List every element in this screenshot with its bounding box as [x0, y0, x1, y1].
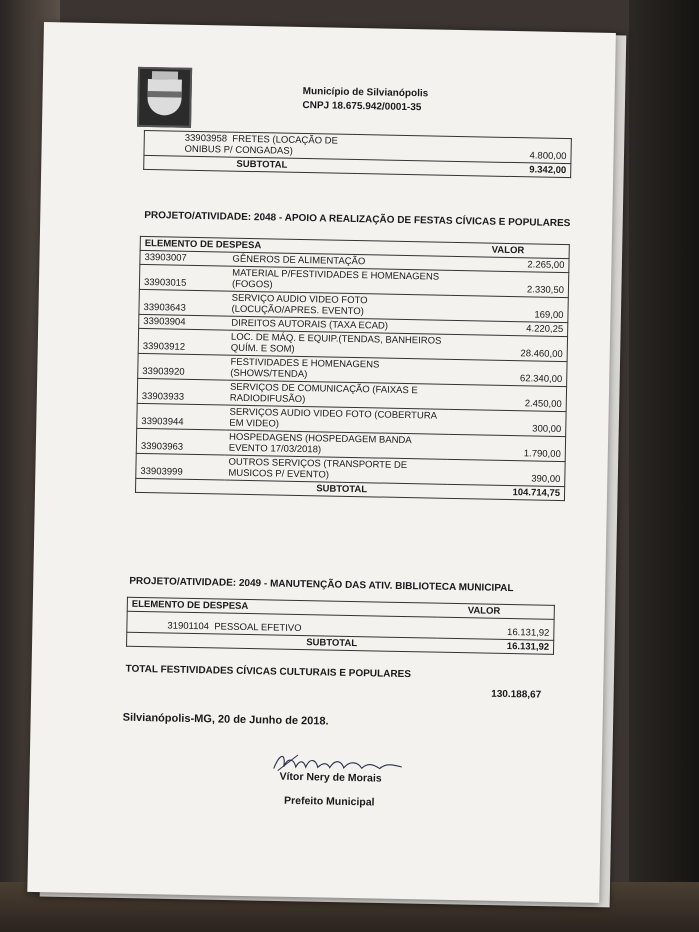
expense-value: 4.800,00 — [357, 135, 571, 164]
column-header-valor: VALOR — [438, 603, 555, 619]
expense-code: 33903007 — [140, 250, 229, 266]
expense-code: 33903999 — [136, 453, 225, 480]
expense-value: 2.450,00 — [449, 384, 567, 411]
expense-code: 33903912 — [138, 328, 227, 355]
expense-code: 33903933 — [137, 378, 226, 405]
expense-value: 62.340,00 — [449, 359, 567, 386]
expense-description: GÊNEROS DE ALIMENTAÇÃO — [228, 252, 451, 270]
cnpj: CNPJ 18.675.942/0001-35 — [302, 99, 422, 114]
document-page — [27, 22, 616, 903]
expense-description: PESSOAL EFETIVO — [214, 621, 302, 635]
expense-table-2049 — [126, 597, 555, 655]
municipality-name: Município de Silvianópolis — [302, 85, 429, 100]
expense-description: HOSPEDAGENS (HOSPEDAGEM BANDA EVENTO 17/03/2018) — [225, 430, 448, 459]
expense-code: 33903904 — [139, 314, 228, 330]
column-header-valor: VALOR — [452, 242, 570, 258]
document-header — [302, 85, 428, 115]
expense-description: DIREITOS AUTORAIS (TAXA ECAD) — [227, 316, 450, 334]
column-header-elemento: ELEMENTO DE DESPESA — [140, 236, 452, 256]
expense-code: 33903958 — [184, 132, 228, 145]
expense-description: FRETES (LOCAÇÃO DE ONIBUS P/ CONGADAS) — [184, 133, 339, 157]
grand-total-value: 130.188,67 — [491, 688, 542, 701]
expense-table-2048 — [135, 236, 570, 501]
expense-code: 33903015 — [139, 264, 228, 291]
expense-description: SERVIÇOS DE COMUNICAÇÃO (FAIXAS E RADIODIFUSÃO) — [226, 380, 449, 409]
expense-value: 16.131,92 — [437, 617, 554, 640]
expense-code: 33903944 — [137, 403, 226, 430]
subtotal-value: 9.342,00 — [357, 160, 571, 178]
expense-value: 2.330,50 — [451, 270, 569, 297]
expense-value: 2.265,00 — [451, 256, 569, 272]
expense-description: FESTIVIDADES E HOMENAGENS (SHOWS/TENDA) — [226, 355, 449, 384]
expense-value: 28.460,00 — [450, 334, 568, 361]
section-2049-title: PROJETO/ATIVIDADE: 2049 - MANUTENÇÃO DAS ATIV. BIBLIOTECA MUNICIPAL — [129, 575, 514, 595]
previous-expense-table — [143, 130, 572, 178]
subtotal-label: SUBTOTAL — [144, 155, 358, 173]
expense-code: 33903920 — [138, 353, 227, 380]
expense-description: MATERIAL P/FESTIVIDADES E HOMENAGENS (FOGOS) — [228, 266, 451, 295]
section-2048-title: PROJETO/ATIVIDADE: 2048 - APOIO A REALIZAÇÃO DE FESTAS CÍVICAS E POPULARES — [144, 209, 571, 230]
expense-description: OUTROS SERVIÇOS (TRANSPORTE DE MUSICOS P/ EVENTO) — [224, 455, 447, 484]
place-and-date: Silvianópolis-MG, 20 de Junho de 2018. — [122, 711, 329, 728]
expense-description: LOC. DE MÁQ. E EQUIP.(TENDAS, BANHEIROS QUÍM. E SOM) — [227, 330, 450, 359]
expense-value: 1.790,00 — [448, 434, 566, 461]
subtotal-label: SUBTOTAL — [127, 632, 438, 652]
expense-rows-2048 — [136, 250, 569, 486]
expense-value: 390,00 — [447, 459, 565, 486]
municipal-coat-of-arms-icon — [137, 67, 192, 128]
signatory-role: Prefeito Municipal — [283, 794, 375, 809]
column-header-elemento: ELEMENTO DE DESPESA — [127, 597, 438, 617]
signatory-name: Vítor Nery de Morais — [279, 770, 382, 785]
expense-description: SERVIÇOS AUDIO VIDEO FOTO (COBERTURA EM VIDEO) — [225, 405, 448, 434]
expense-code: 31901104 — [167, 620, 210, 633]
expense-code: 33903643 — [139, 289, 228, 316]
background-right — [629, 0, 699, 932]
expense-value: 4.220,25 — [450, 320, 568, 336]
subtotal-label: SUBTOTAL — [135, 478, 447, 498]
subtotal-value: 16.131,92 — [437, 638, 554, 654]
expense-description: SERVIÇO AUDIO VIDEO FOTO (LOCUÇÃO/APRES. EVENTO) — [227, 291, 450, 320]
expense-value: 300,00 — [448, 409, 566, 436]
expense-code: 33903963 — [136, 428, 225, 455]
subtotal-value: 104.714,75 — [447, 484, 565, 500]
grand-total-label: TOTAL FESTIVIDADES CÍVICAS CULTURAIS E POPULARES — [125, 663, 412, 681]
expense-value: 169,00 — [450, 295, 568, 322]
